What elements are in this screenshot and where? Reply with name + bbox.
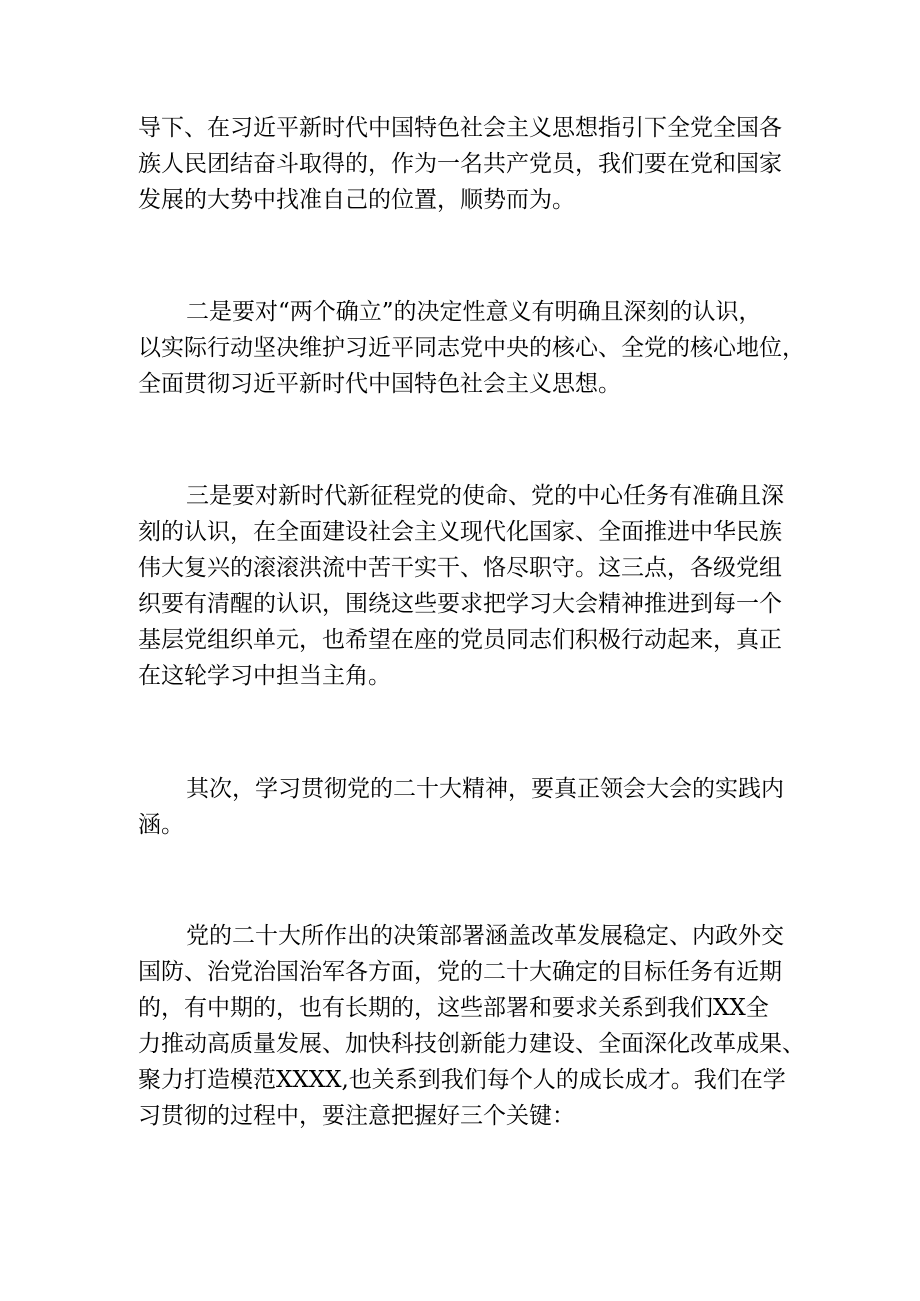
paragraph-two-establishments bbox=[138, 294, 805, 402]
text-line: 以实际行动坚决维护习近平同志党中央的核心、全党的核心地位， bbox=[138, 335, 805, 361]
text-line: 发展的大势中找准自己的位置，顺势而为。 bbox=[138, 187, 575, 213]
text-line: 其次，学习贯彻党的二十大精神，要真正领会大会的实践内 bbox=[186, 776, 784, 802]
text-line: 族人民团结奋斗取得的，作为一名共产党员，我们要在党和国家 bbox=[138, 151, 782, 177]
text-line: 导下、在习近平新时代中国特色社会主义思想指引下全党全国各 bbox=[138, 115, 782, 141]
text-line: 习贯彻的过程中，要注意把握好三个关键： bbox=[138, 1103, 575, 1129]
text-line: 基层党组织单元，也希望在座的党员同志们积极行动起来，真正 bbox=[138, 627, 782, 653]
paragraph-decisions bbox=[138, 918, 805, 1134]
text-line: 国防、治党治国治军各方面，党的二十大确定的目标任务有近期 bbox=[138, 959, 782, 985]
text-line: 织要有清醒的认识，围绕这些要求把学习大会精神推进到每一个 bbox=[138, 591, 782, 617]
paragraph-continuation bbox=[138, 110, 798, 218]
text-line: 力推动高质量发展、加快科技创新能力建设、全面深化改革成果、 bbox=[138, 1031, 805, 1057]
paragraph-three-mission bbox=[138, 478, 798, 694]
text-line: 刻的认识，在全面建设社会主义现代化国家、全面推进中华民族 bbox=[138, 519, 782, 545]
text-line: 党的二十大所作出的决策部署涵盖改革发展稳定、内政外交 bbox=[186, 923, 784, 949]
text-line: 伟大复兴的滚滚洪流中苦干实干、恪尽职守。这三点，各级党组 bbox=[138, 555, 782, 581]
text-line: 在这轮学习中担当主角。 bbox=[138, 663, 391, 689]
text-line: 涵。 bbox=[138, 812, 184, 838]
text-line: 三是要对新时代新征程党的使命、党的中心任务有准确且深 bbox=[186, 483, 784, 509]
text-line: 二是要对“两个确立”的决定性意义有明确且深刻的认识， bbox=[186, 299, 762, 325]
paragraph-secondly bbox=[138, 771, 798, 843]
text-line: 全面贯彻习近平新时代中国特色社会主义思想。 bbox=[138, 371, 621, 397]
text-line: 聚力打造模范XXXX,也关系到我们每个人的成长成才。我们在学 bbox=[138, 1067, 786, 1093]
text-line: 的，有中期的，也有长期的，这些部署和要求关系到我们XX全 bbox=[138, 995, 769, 1021]
